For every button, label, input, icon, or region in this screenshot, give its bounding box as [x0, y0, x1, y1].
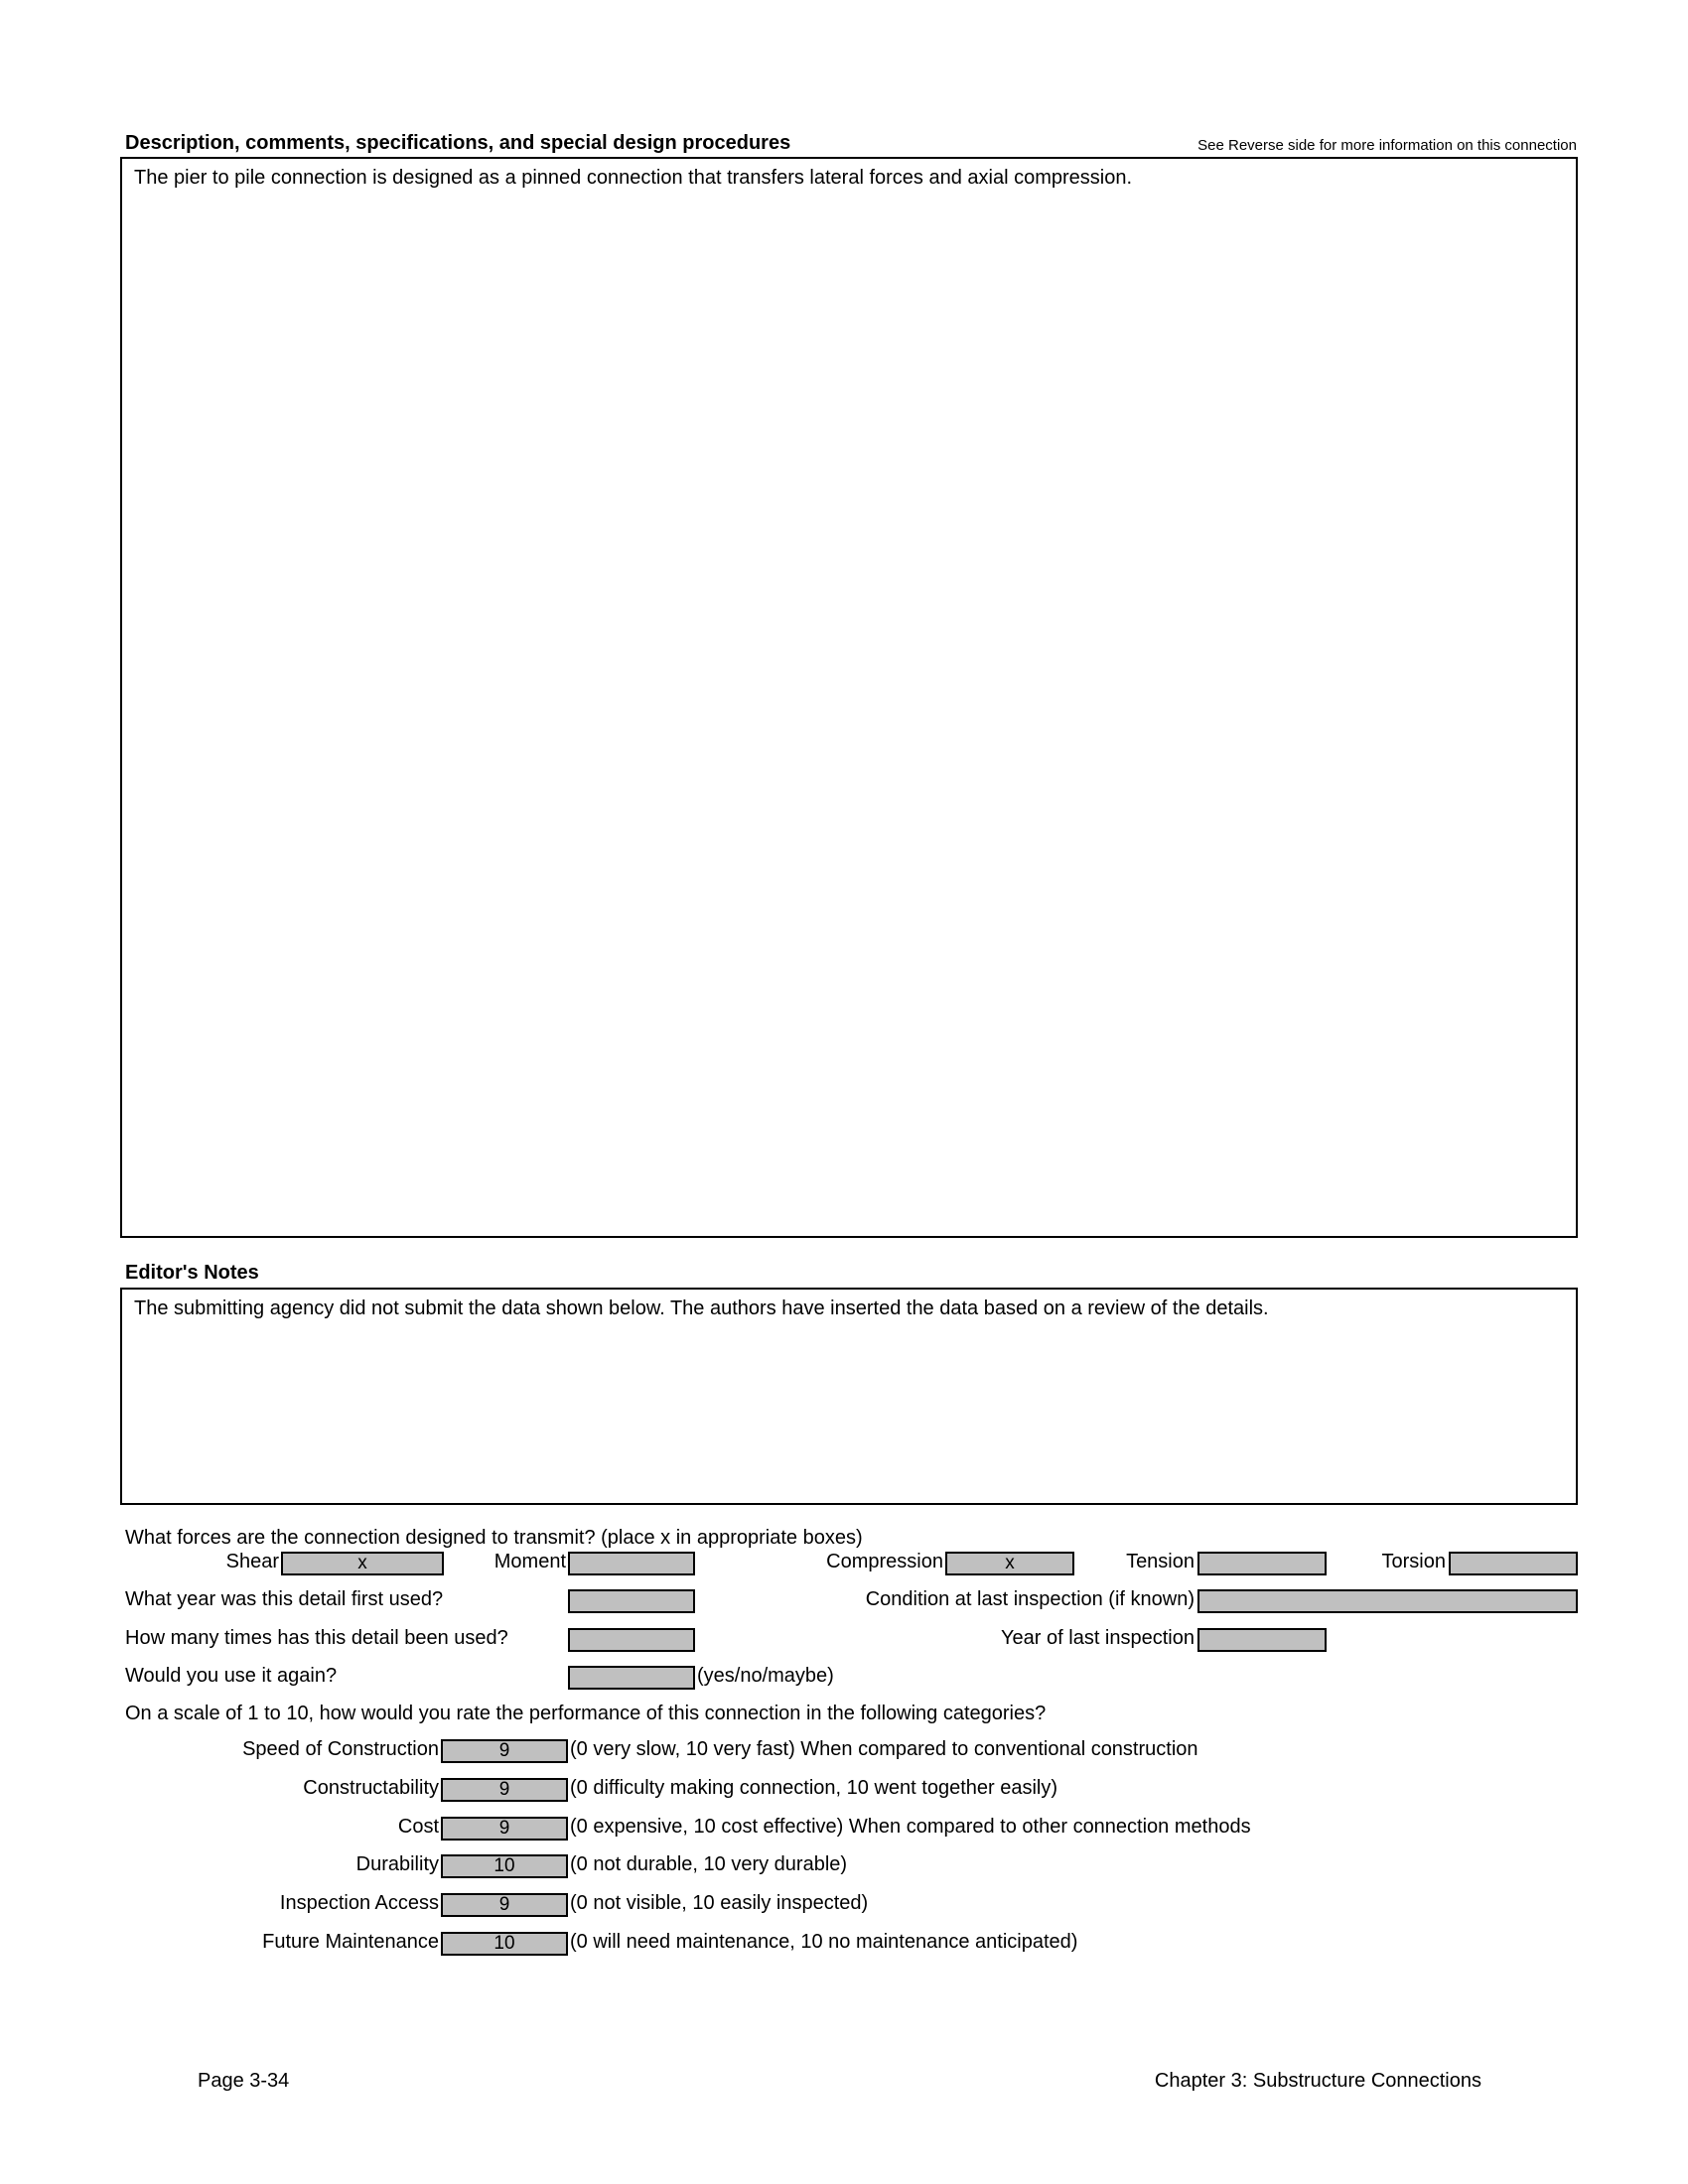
times-used-field[interactable] [568, 1628, 695, 1652]
rating-label-inspection-access: Inspection Access [279, 1892, 439, 1914]
editors-notes-box[interactable] [120, 1288, 1578, 1505]
editors-notes-text: The submitting agency did not submit the data shown below. The authors have inserted the data based on a review of the details. [134, 1297, 1269, 1319]
rating-field-speed[interactable]: 9 [441, 1739, 568, 1763]
moment-field[interactable] [568, 1552, 695, 1575]
rating-label-future-maintenance: Future Maintenance [262, 1931, 439, 1953]
torsion-field[interactable] [1449, 1552, 1578, 1575]
rating-field-durability[interactable]: 10 [441, 1854, 568, 1878]
editors-notes-title: Editor's Notes [125, 1262, 259, 1284]
use-again-field[interactable] [568, 1666, 695, 1690]
rating-label-speed: Speed of Construction [242, 1738, 439, 1760]
year-last-inspection-label: Year of last inspection [1001, 1627, 1195, 1649]
compression-field[interactable]: x [945, 1552, 1074, 1575]
rating-label-durability: Durability [355, 1853, 439, 1875]
rating-scale-cost: (0 expensive, 10 cost effective) When compared to other connection methods [570, 1816, 1251, 1838]
rating-field-constructability[interactable]: 9 [441, 1778, 568, 1802]
torsion-label: Torsion [1381, 1551, 1446, 1572]
rating-scale-future-maintenance: (0 will need maintenance, 10 no maintenance anticipated) [570, 1931, 1078, 1953]
use-again-hint: (yes/no/maybe) [697, 1665, 834, 1687]
rating-label-constructability: Constructability [303, 1777, 439, 1799]
compression-label: Compression [826, 1551, 943, 1572]
description-box[interactable] [120, 157, 1578, 1238]
condition-field[interactable] [1197, 1589, 1578, 1613]
tension-field[interactable] [1197, 1552, 1327, 1575]
rating-field-inspection-access[interactable]: 9 [441, 1893, 568, 1917]
rating-question: On a scale of 1 to 10, how would you rate the performance of this connection in the following categories? [125, 1703, 1047, 1724]
footer-chapter: Chapter 3: Substructure Connections [1154, 2070, 1481, 2092]
rating-field-future-maintenance[interactable]: 10 [441, 1932, 568, 1956]
shear-field[interactable]: x [281, 1552, 444, 1575]
forces-question: What forces are the connection designed to transmit? (place x in appropriate boxes) [125, 1527, 863, 1549]
year-first-used-question: What year was this detail first used? [125, 1588, 444, 1610]
description-text: The pier to pile connection is designed as a pinned connection that transfers lateral forces and axial compression. [134, 167, 1133, 189]
moment-label: Moment [493, 1551, 566, 1572]
shear-label: Shear [225, 1551, 279, 1572]
reverse-side-note: See Reverse side for more information on this connection [1197, 137, 1577, 154]
rating-scale-inspection-access: (0 not visible, 10 easily inspected) [570, 1892, 869, 1914]
rating-scale-durability: (0 not durable, 10 very durable) [570, 1853, 848, 1875]
tension-label: Tension [1126, 1551, 1195, 1572]
condition-label: Condition at last inspection (if known) [865, 1588, 1195, 1610]
rating-scale-constructability: (0 difficulty making connection, 10 went together easily) [570, 1777, 1058, 1799]
year-first-used-field[interactable] [568, 1589, 695, 1613]
rating-field-cost[interactable]: 9 [441, 1817, 568, 1841]
rating-label-cost: Cost [397, 1816, 439, 1838]
footer-page-number: Page 3-34 [198, 2070, 290, 2092]
description-title: Description, comments, specifications, and special design procedures [125, 132, 791, 154]
rating-scale-speed: (0 very slow, 10 very fast) When compared to conventional construction [570, 1738, 1198, 1760]
times-used-question: How many times has this detail been used? [125, 1627, 508, 1649]
year-last-inspection-field[interactable] [1197, 1628, 1327, 1652]
use-again-question: Would you use it again? [125, 1665, 338, 1687]
